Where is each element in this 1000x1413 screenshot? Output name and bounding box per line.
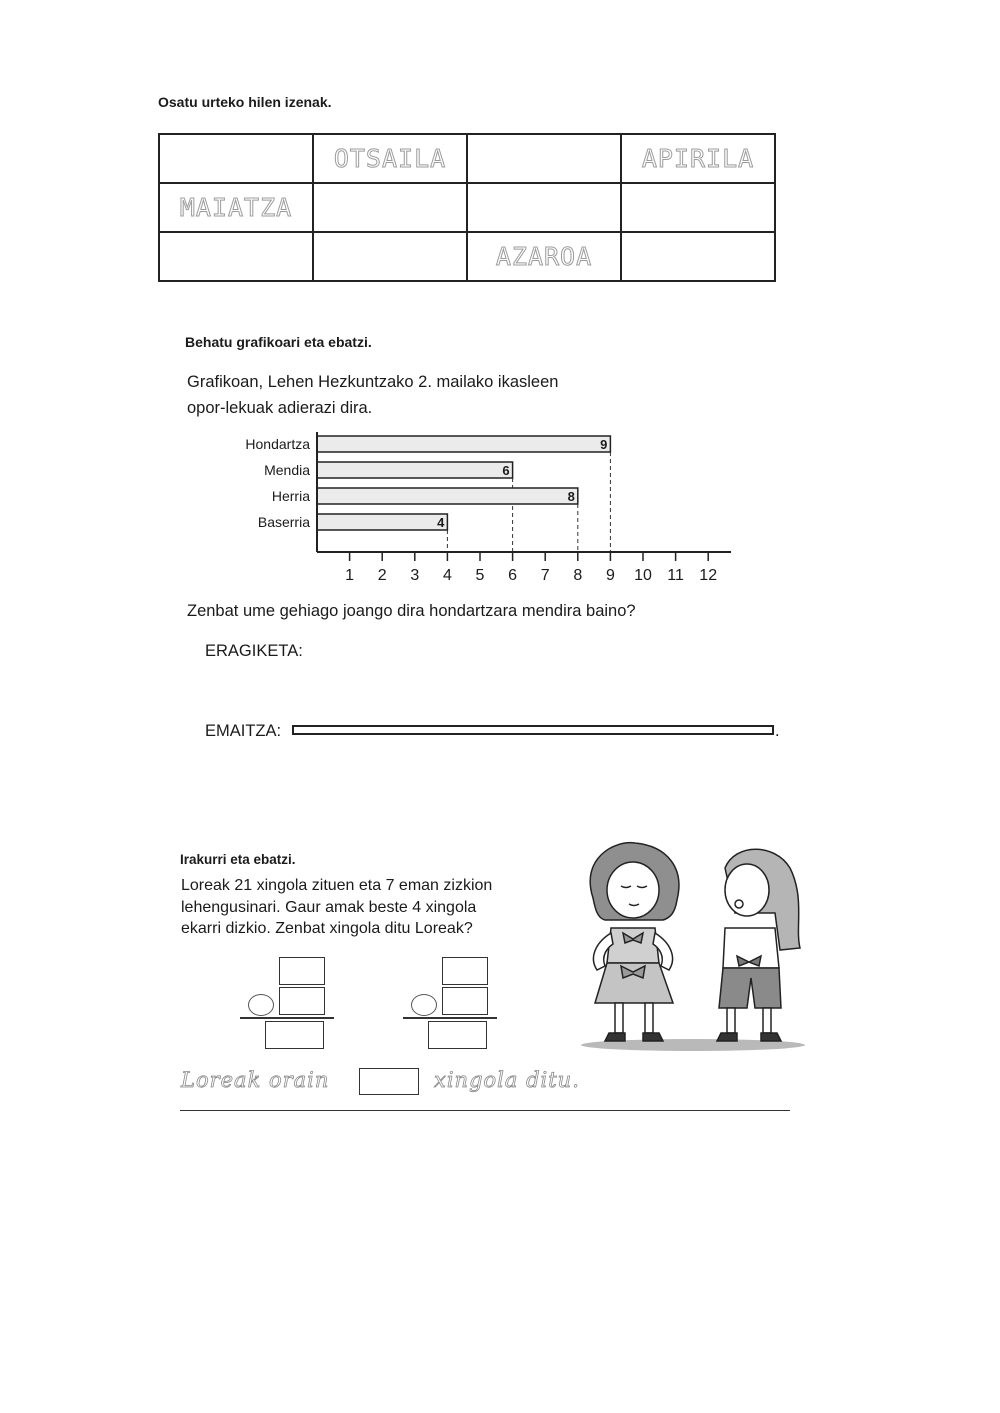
x-tick-label: 1 <box>345 567 355 584</box>
operator-circle[interactable] <box>248 994 274 1016</box>
x-tick-label: 2 <box>377 567 387 584</box>
result-box[interactable] <box>428 1021 487 1049</box>
category-label: Herria <box>271 488 310 504</box>
chart-question: Zenbat ume gehiago joango dira hondartzara mendira baino? <box>187 602 636 620</box>
operand-box[interactable] <box>279 957 325 985</box>
x-tick-label: 12 <box>699 567 718 584</box>
answer-blank-box[interactable] <box>359 1068 419 1095</box>
month-cell[interactable] <box>621 232 775 281</box>
operand-box[interactable] <box>279 987 325 1015</box>
month-cell[interactable] <box>313 232 467 281</box>
chart-intro-line-1: Grafikoan, Lehen Hezkuntzako 2. mailako ikasleen <box>187 373 559 391</box>
x-tick-label: 8 <box>573 567 583 584</box>
bar-baserria <box>317 514 447 530</box>
answer-prefix-text: Loreak orain <box>181 1068 330 1092</box>
month-cell[interactable]: AZAROA <box>467 232 621 281</box>
x-tick-label: 5 <box>475 567 485 584</box>
value-label: 9 <box>600 437 608 452</box>
months-section-title: Osatu urteko hilen izenak. <box>158 94 332 110</box>
bar-herria <box>317 488 578 504</box>
chart-section-title: Behatu grafikoari eta ebatzi. <box>185 334 372 350</box>
month-cell[interactable] <box>621 183 775 232</box>
value-label: 6 <box>502 463 510 478</box>
result-box[interactable] <box>265 1021 324 1049</box>
category-label: Baserria <box>257 514 310 530</box>
operand-box[interactable] <box>442 987 488 1015</box>
month-cell[interactable]: OTSAILA <box>313 134 467 183</box>
result-answer-box[interactable] <box>292 725 774 735</box>
month-cell[interactable] <box>467 183 621 232</box>
month-cell[interactable] <box>467 134 621 183</box>
x-tick-label: 6 <box>508 567 518 584</box>
month-cell[interactable]: MAIATZA <box>159 183 313 232</box>
category-label: Hondartza <box>245 436 310 452</box>
result-trailing-dot: . <box>775 722 780 740</box>
bar-mendia <box>317 462 513 478</box>
x-tick-label: 11 <box>667 567 684 584</box>
x-tick-label: 4 <box>442 567 452 584</box>
value-label: 8 <box>567 489 575 504</box>
result-label: EMAITZA: <box>205 722 282 740</box>
month-cell[interactable]: APIRILA <box>621 134 775 183</box>
x-tick-label: 10 <box>634 567 652 584</box>
vacation-bar-chart <box>225 428 745 588</box>
sum-line <box>240 1017 334 1019</box>
problem-line-1: Loreak 21 xingola zituen eta 7 eman zizkion <box>181 877 493 894</box>
x-tick-label: 9 <box>605 567 615 584</box>
answer-suffix-text: xingola ditu. <box>434 1068 580 1092</box>
x-tick-label: 7 <box>540 567 550 584</box>
sum-line <box>403 1017 497 1019</box>
months-table <box>158 133 776 282</box>
writing-line <box>180 1110 790 1111</box>
problem-line-3: ekarri dizkio. Zenbat xingola ditu Loreak? <box>181 920 473 937</box>
problem-line-2: lehengusinari. Gaur amak beste 4 xingola <box>181 899 477 916</box>
category-label: Mendia <box>264 462 310 478</box>
problem-section-title: Irakurri eta ebatzi. <box>180 852 296 867</box>
month-cell[interactable] <box>159 232 313 281</box>
month-cell[interactable] <box>313 183 467 232</box>
operator-circle[interactable] <box>411 994 437 1016</box>
value-label: 4 <box>437 515 445 530</box>
operand-box[interactable] <box>442 957 488 985</box>
month-cell[interactable] <box>159 134 313 183</box>
operation-label: ERAGIKETA: <box>205 642 303 660</box>
bar-hondartza <box>317 436 610 452</box>
chart-intro-line-2: opor-lekuak adierazi dira. <box>187 399 373 417</box>
two-girls-illustration <box>575 838 810 1053</box>
x-tick-label: 3 <box>410 567 420 584</box>
